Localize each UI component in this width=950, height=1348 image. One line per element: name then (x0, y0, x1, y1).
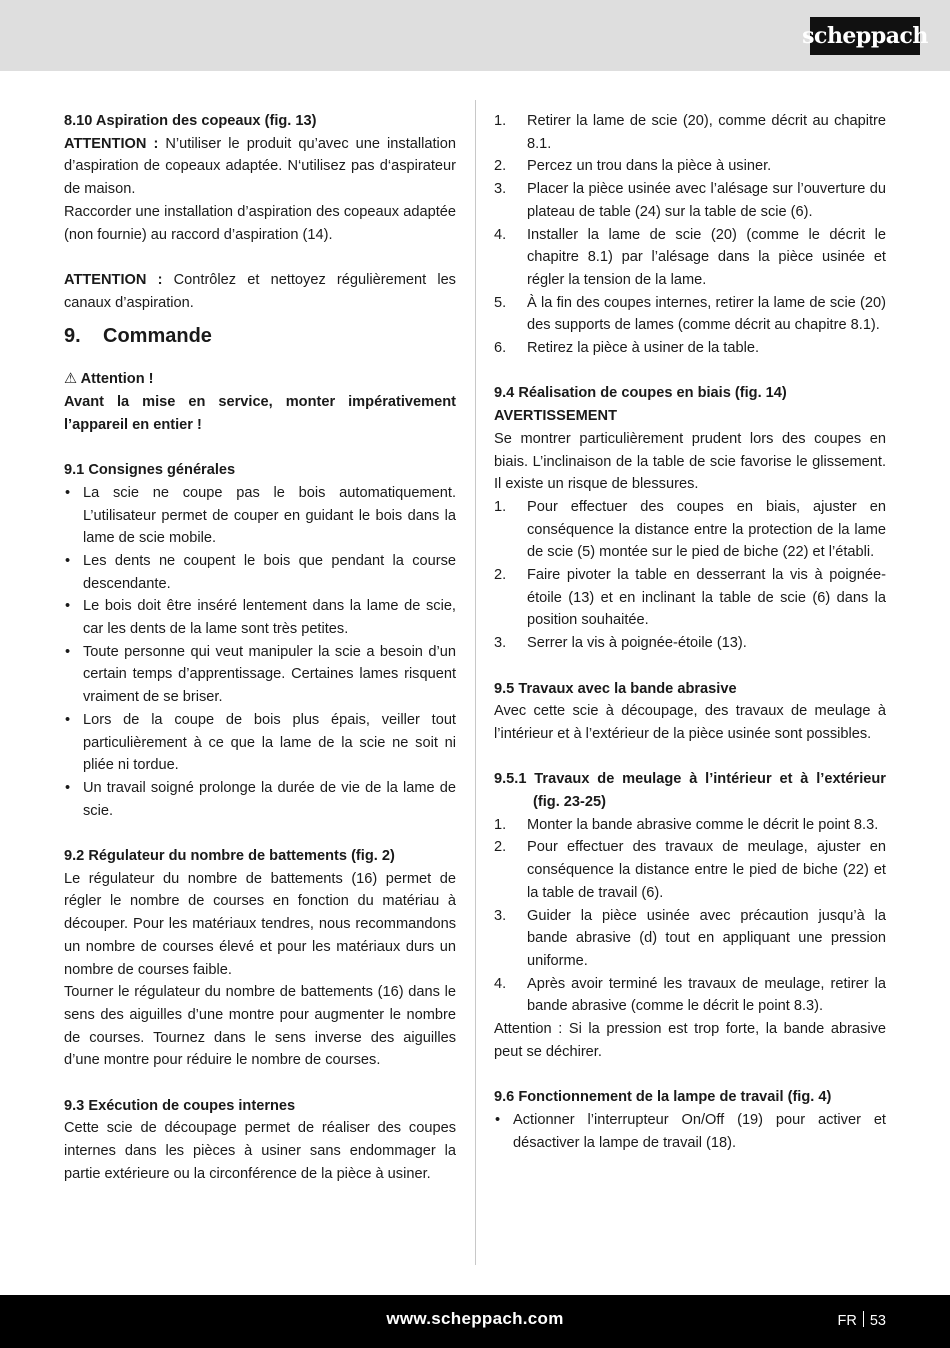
step-text: Monter la bande abrasive comme le décrit le point 8.3. (527, 816, 879, 833)
list-item (494, 836, 886, 904)
section-8-10-attention-2 (64, 269, 456, 314)
section-9-5-title: 9.5 Travaux avec la bande abrasive (494, 680, 737, 697)
section-9-5-paragraph: Avec cette scie à découpage, des travaux de meulage à l’intérieur et à l’extérieur de la pièce usinée sont possibles. (494, 703, 886, 742)
list-item (494, 337, 886, 360)
section-9-4-warning: AVERTISSEMENT (494, 408, 617, 425)
list-item: • Toute personne qui veut manipuler la scie a besoin d’un certain temps d’apprentissage. Certaines lames risquent vraiment de se briser. (64, 641, 456, 709)
section-9-3-steps (494, 110, 886, 360)
brand-logo: scheppach (810, 17, 920, 55)
section-9-6-title: 9.6 Fonctionnement de la lampe de travail (fig. 4) (494, 1089, 832, 1106)
step-number: 1. (494, 816, 507, 833)
list-item (494, 110, 886, 155)
warning-text: Avant la mise en service, monter impérativement l’appareil en entier ! (64, 394, 456, 433)
section-9-4-paragraph: Se montrer particulièrement prudent lors des coupes en biais. L’inclinaison de la table de scie favorise le glissement. Il existe un risque de blessures. (494, 430, 886, 493)
page-footer (0, 1295, 950, 1348)
column-divider (475, 100, 476, 1265)
section-9-5-1-note: Attention : Si la pression est trop forte, la bande abrasive peut se déchirer. (494, 1021, 886, 1060)
section-9-heading (64, 324, 456, 348)
attention-text: Contrôlez et nettoyez régulièrement les canaux d’aspiration. (64, 271, 456, 311)
list-item: • Actionner l’interrupteur On/Off (19) pour activer et désactiver la lampe de travail (18). (494, 1109, 886, 1154)
list-item (494, 564, 886, 632)
step-number: 1. (494, 113, 507, 129)
step-number: 2. (494, 839, 507, 856)
section-title: Commande (103, 325, 212, 348)
section-9-5-1-title: 9.5.1 Travaux de meulage à l’intérieur et à l’extérieur (fig. 23-25) (494, 771, 886, 811)
warning-title: ⚠ Attention ! (64, 371, 154, 388)
list-item: • Un travail soigné prolonge la durée de vie de la lame de scie. (64, 777, 456, 822)
step-text: À la fin des coupes internes, retirer la lame de scie (20) des supports de lames (comme décrit au chapitre 8.1). (527, 294, 886, 334)
left-column (64, 110, 456, 1186)
list-item (494, 155, 886, 178)
list-item: • La scie ne coupe pas le bois automatiquement. L’utilisateur permet de couper en guidant le bois dans la lame de scie mobile. (64, 482, 456, 550)
website-link[interactable]: www.scheppach.com (386, 1309, 564, 1328)
section-9-4-title: 9.4 Réalisation de coupes en biais (fig. 14) (494, 385, 787, 402)
page-header (0, 0, 950, 71)
section-9-2-paragraph-1: Le régulateur du nombre de battements (16) permet de régler le nombre de courses en fonction du matériau à découper. Pour les matériaux tendres, nous recommandons un nombre de courses élevé et pour les matériaux durs un nombre de courses faible. (64, 870, 456, 978)
list-item: • Le bois doit être inséré lentement dans la lame de scie, car les dents de la lame sont très petites. (64, 595, 456, 640)
list-item: • Les dents ne coupent le bois que pendant la course descendante. (64, 550, 456, 595)
section-9-2-title: 9.2 Régulateur du nombre de battements (fig. 2) (64, 848, 395, 865)
step-number: 3. (494, 635, 507, 652)
language-code: FR (837, 1313, 857, 1329)
step-text: Percez un trou dans la pièce à usiner. (527, 158, 772, 175)
step-number: 5. (494, 294, 507, 311)
step-text: Installer la lame de scie (20) (comme le décrit le chapitre 8.1) par l’alésage dans la pièce usinée et régler la tension de la lame. (527, 226, 886, 288)
section-9-4-steps (494, 496, 886, 655)
list-item (494, 632, 886, 655)
step-text: Guider la pièce usinée avec précaution jusqu’à la bande abrasive (d) tout en appliquant une pression uniforme. (527, 907, 886, 969)
separator (863, 1311, 864, 1327)
step-text: Pour effectuer des travaux de meulage, ajuster en conséquence la distance entre le pied de biche (22) et la table de travail (6). (527, 839, 886, 901)
step-text: Retirez la pièce à usiner de la table. (527, 340, 760, 357)
attention-text: N’utiliser le produit qu’avec une installation d’aspiration de copeaux adaptée. N‘utilisez pas d‘aspirateur de maison. (64, 135, 456, 198)
list-item (494, 973, 886, 1018)
step-number: 3. (494, 907, 507, 924)
section-8-10-paragraph: Raccorder une installation d’aspiration des copeaux adaptée (non fournie) au raccord d’aspiration (14). (64, 203, 456, 243)
step-text: Serrer la vis à poignée-étoile (13). (527, 635, 747, 652)
step-number: 1. (494, 498, 507, 515)
right-column (494, 110, 886, 1154)
step-text: Faire pivoter la table en desserrant la vis à poignée-étoile (13) et en inclinant la table de scie (6) dans la position souhaitée. (527, 567, 886, 629)
step-number: 6. (494, 340, 507, 357)
step-text: Placer la pièce usinée avec l’alésage sur l’ouverture du plateau de table (24) sur la table de scie (6). (527, 181, 886, 220)
list-item: • Lors de la coupe de bois plus épais, veiller tout particulièrement à ce que la lame de la scie ne soit ni pliée ni tordue. (64, 709, 456, 777)
section-8-10-attention (64, 133, 456, 201)
section-8-10-title: 8.10 Aspiration des copeaux (fig. 13) (64, 113, 317, 129)
section-9-1-list (64, 482, 456, 823)
attention-label: ATTENTION : (64, 271, 163, 288)
section-number: 9. (64, 325, 81, 348)
step-text: Pour effectuer des coupes en biais, ajuster en conséquence la distance entre la protection de la lame de scie (5) montée sur le pied de biche (22) et l’établi. (527, 498, 886, 561)
page-number (838, 1311, 886, 1329)
page-number-value: 53 (869, 1313, 886, 1329)
list-item (494, 905, 886, 973)
step-number: 2. (494, 567, 507, 584)
step-text: Après avoir terminé les travaux de meulage, retirer la bande abrasive (comme le décrit le point 8.3). (527, 975, 886, 1015)
list-item (494, 292, 886, 337)
section-9-3-title: 9.3 Exécution de coupes internes (64, 1097, 296, 1114)
list-item (494, 496, 886, 564)
list-item (494, 814, 886, 837)
section-9-6-list (494, 1109, 886, 1154)
section-9-1-title: 9.1 Consignes générales (64, 462, 236, 479)
step-number: 2. (494, 158, 507, 175)
section-9-5-1-steps (494, 814, 886, 1018)
section-9-2-paragraph-2: Tourner le régulateur du nombre de battements (16) dans le sens des aiguilles d’une montre pour augmenter le nombre de courses. Tournez dans le sens inverse des aiguilles d’une montre pour réduire le nombre de courses. (64, 984, 456, 1069)
step-number: 4. (494, 226, 507, 243)
step-number: 3. (494, 181, 507, 198)
step-text: Retirer la lame de scie (20), comme décrit au chapitre 8.1. (527, 113, 886, 152)
step-number: 4. (494, 975, 507, 992)
list-item (494, 178, 886, 223)
section-9-3-paragraph: Cette scie de découpage permet de réaliser des coupes internes dans les pièces à usiner sans endommager la partie extérieure ou la circonférence de la pièce à usiner. (64, 1120, 456, 1182)
attention-label: ATTENTION : (64, 135, 159, 152)
list-item (494, 224, 886, 292)
